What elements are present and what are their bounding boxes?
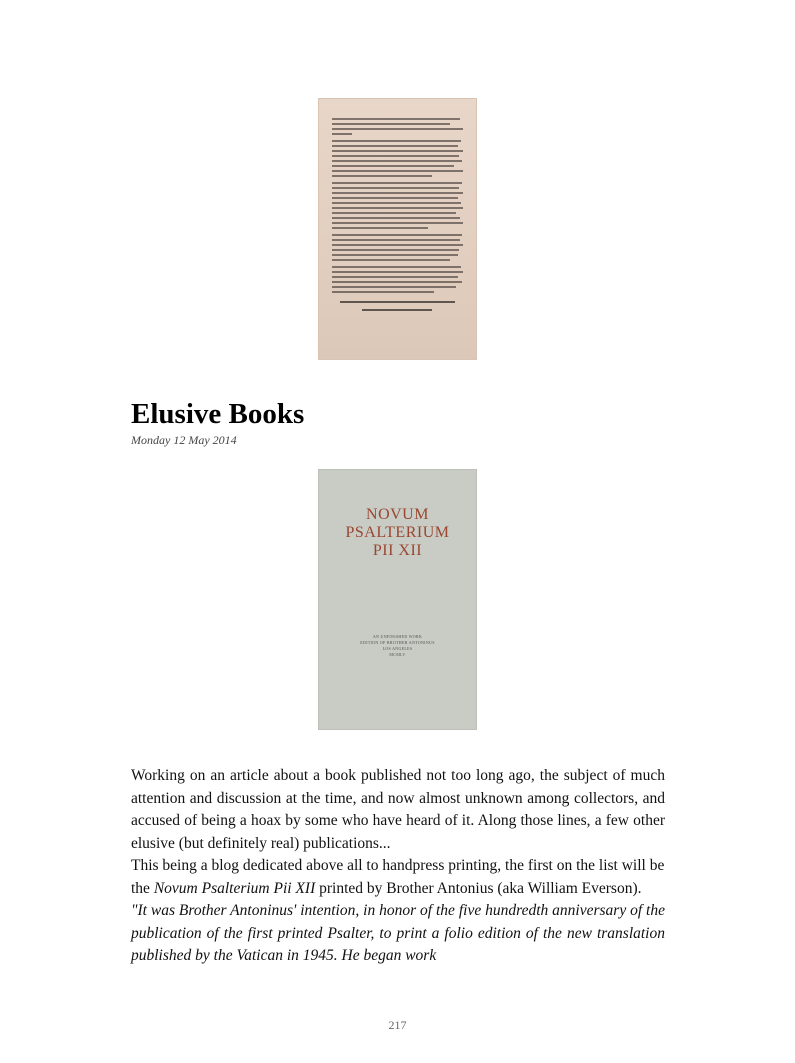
cover-imprint-line: LOS ANGELES — [382, 646, 413, 651]
text-line — [332, 165, 454, 167]
cover-title-line: PII XII — [372, 542, 423, 559]
text-line — [332, 133, 352, 135]
imprint-line — [340, 301, 455, 303]
cover-imprint-line: EDITION OF BROTHER ANTONINUS — [360, 640, 435, 645]
text-line — [332, 155, 459, 157]
text-line — [332, 254, 458, 256]
text-line — [332, 249, 459, 251]
text-line — [332, 234, 462, 236]
text-line — [332, 259, 450, 261]
text-line — [332, 160, 462, 162]
cover-imprint-line: MCMLV — [389, 652, 406, 657]
book-title-italic: Novum Psalterium Pii XII — [153, 879, 316, 897]
body-paragraph: Working on an article about a book published not too long ago, the subject of much attention and discussion at the time, and now almost unknown among collectors, and accused of being a hoax by some who have heard of it. Along those lines, a few other elusive (but definitely real) publications... — [131, 767, 665, 852]
text-line — [332, 123, 450, 125]
cover-title-line: PSALTERIUM — [345, 524, 450, 541]
text-line — [332, 276, 458, 278]
quote-paragraph: "It was Brother Antoninus' intention, in honor of the five hundredth anniversary of the publication of the first printed Psalter, to print a folio edition of the new translation published by the Vatican in 1945. He began work — [131, 902, 665, 964]
text-line — [332, 197, 458, 199]
cover-imprint-line: AN UNFINISHED WORK — [372, 634, 423, 639]
text-line — [332, 170, 463, 172]
post-body — [131, 765, 665, 968]
text-line — [332, 222, 463, 224]
text-line — [332, 286, 456, 288]
text-line — [332, 187, 459, 189]
text-line — [332, 128, 463, 130]
text-line — [332, 239, 460, 241]
text-line — [332, 202, 461, 204]
colophon-page-image — [318, 98, 477, 360]
text-line — [332, 182, 462, 184]
book-cover-image — [318, 469, 477, 730]
text-line — [332, 140, 461, 142]
post-date: Monday 12 May 2014 — [131, 433, 237, 447]
text-line — [332, 150, 463, 152]
cover-title-line: NOVUM — [366, 506, 429, 523]
text-line — [332, 175, 432, 177]
text-line — [332, 227, 428, 229]
cover-imprint — [318, 634, 477, 658]
text-line — [332, 266, 461, 268]
text-line — [332, 118, 460, 120]
body-paragraph — [131, 855, 665, 900]
cover-title — [318, 506, 477, 560]
text-line — [332, 212, 456, 214]
page-number: 217 — [388, 1018, 407, 1032]
text-line — [332, 271, 463, 273]
text-line — [332, 217, 460, 219]
body-text-span: printed by Brother Antonius (aka William Everson). — [315, 879, 642, 897]
text-line — [332, 244, 463, 246]
text-line — [332, 192, 463, 194]
text-line — [332, 281, 462, 283]
text-line — [332, 145, 458, 147]
text-line — [332, 207, 463, 209]
post-title: Elusive Books — [131, 398, 305, 430]
imprint-line — [362, 309, 432, 311]
text-line — [332, 291, 434, 293]
body-text-span: This being a blog dedicated above all to handpress printing, the first on the list will be the — [131, 857, 665, 897]
